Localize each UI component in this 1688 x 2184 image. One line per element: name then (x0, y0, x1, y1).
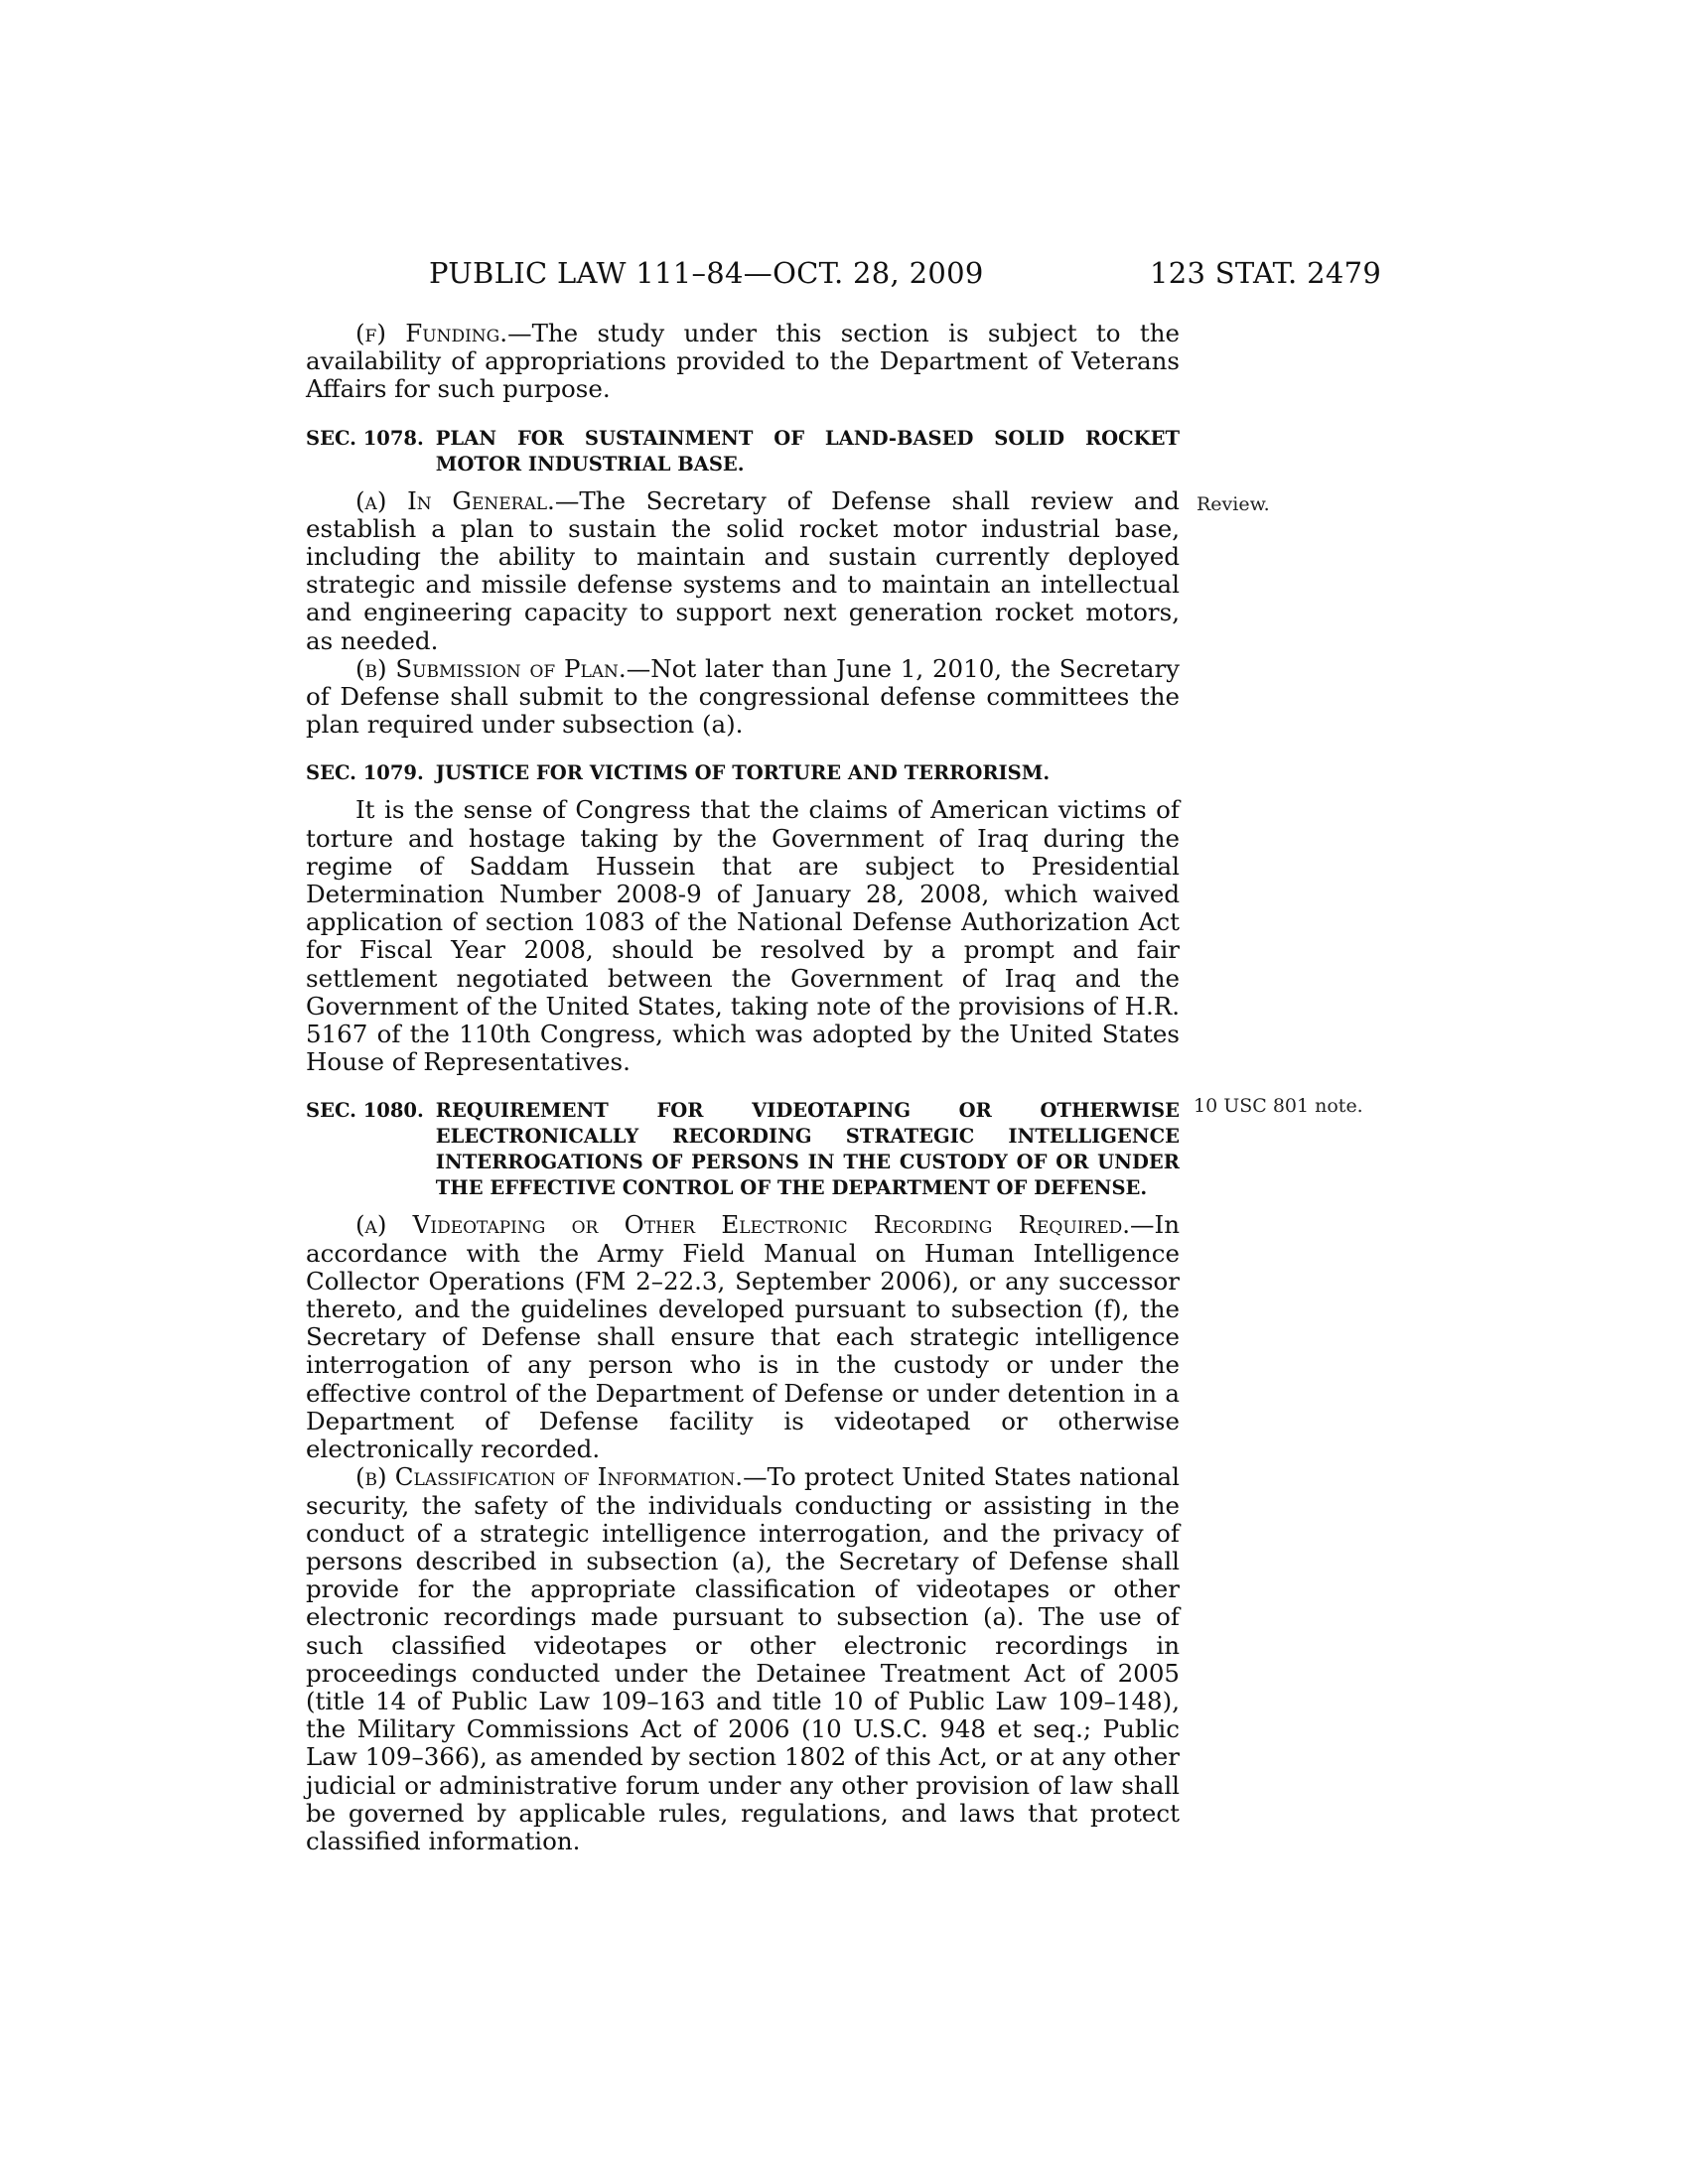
subsection-a-label: (a) In General. (355, 485, 555, 515)
section-1079-text: It is the sense of Congress that the claims of American victims of torture and hostage taking by the Government of Iraq during the regime of Saddam Hussein that are subject to Presidential Determination Number 2008-9 of January 28, 2008, which waived application of section 1083 of the National Defense Authorization Act for Fiscal Year 2008, should be resolved by a prompt and fair settlement negotiated between the Government of Iraq and the Government of the United States, taking note of the provisions of H.R. 5167 of the 110th Congress, which was adopted by the United States House of Representatives. (306, 795, 1180, 1077)
subsection-a-text: —In accordance with the Army Field Manual on Human Intelligence Collector Operations (FM 2–22.3, September 2006), or any successor thereto, and the guidelines developed pursuant to subsection (f), the Secretary of Defense shall ensure that each strategic intelligence interrogation of any person who is in the custody or under the effective control of the Department of Defense or under detention in a Department of Defense facility is videotaped or otherwise electronically recorded. (306, 1210, 1180, 1464)
document-body (306, 320, 1180, 1855)
margin-note-usc: 10 USC 801 note. (1194, 1095, 1363, 1117)
subsection-a-label: (a) Videotaping or Other Electronic Recording Required. (355, 1210, 1131, 1240)
subsection-b-label: (b) Classification of Information. (355, 1462, 744, 1492)
subsection-b-text: —Not later than June 1, 2010, the Secretary of Defense shall submit to the congressional defense committees the plan required under subsection (a). (306, 653, 1181, 740)
funding-label: (f) Funding. (355, 319, 508, 347)
public-law-citation: PUBLIC LAW 111–84—OCT. 28, 2009 (429, 256, 984, 290)
section-1080-title: REQUIREMENT FOR VIDEOTAPING OR OTHERWISE ELECTRONICALLY RECORDING STRATEGIC INTELLIGENCE INTERROGATIONS OF PERSONS IN THE CUSTODY OF OR UNDER THE EFFECTIVE CONTROL OF THE DEPARTMENT OF DEFENSE. (435, 1099, 1180, 1200)
margin-note-review: Review. (1196, 493, 1270, 515)
subsection-b-label: (b) Submission of Plan. (355, 653, 627, 683)
section-1078-subsection-b (306, 655, 1180, 740)
funding-text: —The study under this section is subject to the availability of appropriations provided to the Department of Veterans Affairs for such purpose. (306, 319, 1180, 404)
section-1078-subsection-a (306, 487, 1180, 655)
section-1078-title: PLAN FOR SUSTAINMENT OF LAND-BASED SOLID ROCKET MOTOR INDUSTRIAL BASE. (435, 426, 1180, 476)
section-1079-title: JUSTICE FOR VICTIMS OF TORTURE AND TERRORISM. (435, 761, 1051, 785)
section-1080-heading (306, 1098, 1180, 1201)
section-1080-subsection-a (306, 1211, 1180, 1463)
section-1079-number: SEC. 1079. (306, 761, 424, 785)
section-1078-heading (306, 426, 1180, 478)
section-1078-number: SEC. 1078. (306, 426, 424, 450)
subsection-b-text: —To protect United States national security, the safety of the individuals conducting or assisting in the conduct of a strategic intelligence interrogation, and the privacy of persons described in subsection (a), the Secretary of Defense shall provide for the appropriate classification of videotapes or other electronic recordings made pursuant to subsection (a). The use of such classified videotapes or other electronic recordings in proceedings conducted under the Detainee Treatment Act of 2005 (title 14 of Public Law 109–163 and title 10 of Public Law 109–148), the Military Commissions Act of 2006 (10 U.S.C. 948 et seq.; Public Law 109–366), as amended by section 1802 of this Act, or at any other judicial or administrative forum under any other provision of law shall be governed by applicable rules, regulations, and laws that protect classified information. (306, 1462, 1180, 1855)
subsection-a-text: —The Secretary of Defense shall review and establish a plan to sustain the solid rocket motor industrial base, including the ability to maintain and sustain currently deployed strategic and missile defense systems and to maintain an intellectual and engineering capacity to support next generation rocket motors, as needed. (306, 485, 1180, 655)
funding-paragraph (306, 320, 1180, 404)
section-1080-subsection-b (306, 1463, 1180, 1855)
statutes-page-number: 123 STAT. 2479 (1150, 256, 1382, 290)
section-1079-heading (306, 760, 1180, 786)
section-1080-number: SEC. 1080. (306, 1099, 424, 1123)
page-header (0, 256, 1688, 296)
